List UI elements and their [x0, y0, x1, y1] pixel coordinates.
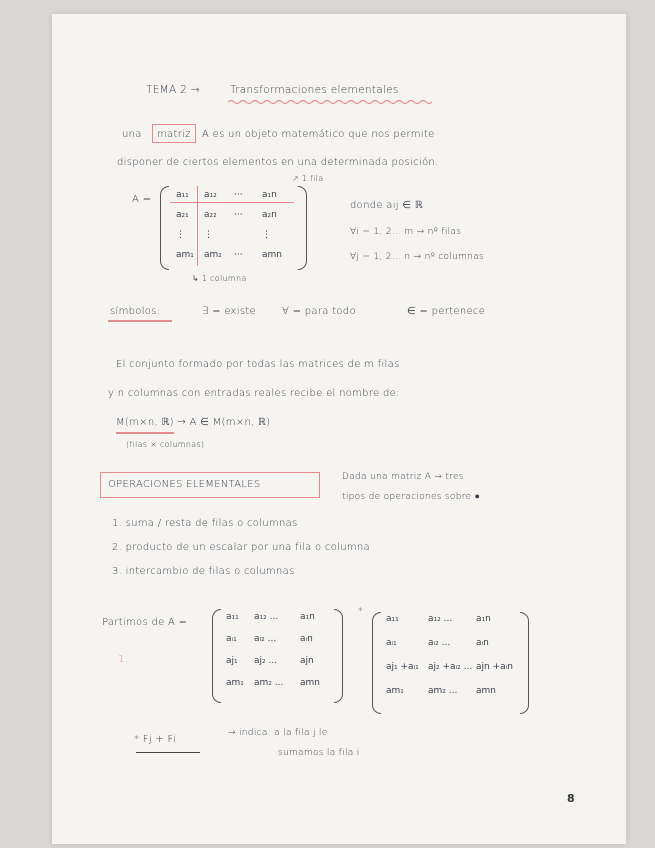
right-matrix-right-bracket [520, 612, 529, 714]
footnote-op: * Fj + Fi [134, 734, 176, 745]
page-number: 8 [567, 792, 575, 805]
matrix-cell: a₁n [262, 190, 277, 200]
condition-j: ∀j = 1, 2... n → nº columnas [350, 252, 485, 262]
condition-aij: donde aij ∈ ℝ [350, 200, 424, 211]
matrix-cell: amn [476, 686, 496, 696]
symbol-belongs: ∈ = pertenece [407, 306, 486, 317]
operation-item-3: 3. intercambio de filas o columnas [112, 566, 295, 577]
matrix-cell: am₁ [226, 678, 244, 688]
matrix-cell: a₁₂ ... [428, 614, 453, 624]
set-line1: El conjunto formado por todas las matrices de m filas [116, 359, 400, 370]
symbols-underline [108, 320, 172, 322]
left-matrix [224, 612, 334, 698]
matrix-cell: aj₂ +aᵢ₂ ... [428, 662, 473, 672]
column-highlight [197, 186, 198, 266]
matrix-cell: ··· [234, 190, 243, 200]
matrix-cell: aᵢ₁ [386, 638, 397, 648]
matrix-cell: amn [262, 250, 282, 260]
right-matrix-left-bracket [372, 612, 381, 714]
symbol-forall: ∀ = para todo [282, 306, 356, 317]
matrix-cell: a₁n [300, 612, 315, 622]
matrix-cell: am₁ [176, 250, 194, 260]
example-star: * [358, 606, 364, 617]
condition-i: ∀i = 1, 2... m → nº filas [350, 227, 462, 237]
tema-label: TEMA 2 → [146, 84, 200, 96]
left-matrix-right-bracket [334, 609, 343, 703]
matrix-cell: aᵢ₁ [226, 634, 237, 644]
row-highlight [170, 202, 294, 203]
operations-heading: OPERACIONES ELEMENTALES [108, 479, 261, 490]
matrix-cell: a₁n [476, 614, 491, 624]
matrix-cell: a₁₂ [204, 190, 217, 200]
matrix-cell: am₂ ... [254, 678, 284, 688]
matrix-cell: aᵢ₂ ... [254, 634, 277, 644]
matrix-cell: ajn [300, 656, 314, 666]
matrix-cell: ajn +aᵢn [476, 662, 513, 672]
matrix-cell: a₂n [262, 210, 277, 220]
intro-line1-rest: A es un objeto matemático que nos permite [202, 129, 435, 140]
tema-title: Transformaciones elementales [230, 84, 399, 96]
set-formula-underline [116, 432, 174, 434]
operation-item-1: 1. suma / resta de filas o columnas [112, 518, 298, 529]
operations-desc1: Dada una matriz A → tres [342, 472, 464, 482]
matrix-cell: aj₁ [226, 656, 238, 666]
matrix-cell: am₂ [204, 250, 222, 260]
footnote-explain1: → indica: a la fila j le [228, 728, 328, 738]
matrix-cell: ⋮ [262, 230, 271, 240]
operations-desc2: tipos de operaciones sobre ● [342, 492, 481, 502]
matrix-cell: a₁₂ ... [254, 612, 279, 622]
matrix-cell: a₂₂ [204, 210, 217, 220]
symbol-exists: ∃ = existe [202, 306, 257, 317]
matrix-cell: ⋮ [176, 230, 185, 240]
matrix-cell: amn [300, 678, 320, 688]
columna-note: ↳ 1 columna [192, 274, 247, 283]
matrix-cell: a₁₁ [386, 614, 399, 624]
intro-matriz: matriz [157, 129, 191, 140]
matrix-cell: a₂₁ [176, 210, 189, 220]
matrix-cell: am₁ [386, 686, 404, 696]
matrix-cell: aj₂ ... [254, 656, 278, 666]
matrix-cell: ⋮ [204, 230, 213, 240]
intro-una: una [122, 129, 142, 140]
title-wavy-underline [228, 99, 434, 105]
symbols-label: símbolos: [110, 306, 161, 317]
matrix-a-left-bracket [160, 186, 169, 270]
example-marker: 1. [118, 654, 129, 665]
matrix-cell: ··· [234, 210, 243, 220]
matrix-cell: aᵢn [476, 638, 489, 648]
matrix-cell: am₂ ... [428, 686, 458, 696]
matrix-cell: aᵢn [300, 634, 313, 644]
matrix-cell: a₁₁ [176, 190, 189, 200]
operation-item-2: 2. producto de un escalar por una fila o columna [112, 542, 370, 553]
set-note: (filas × columnas) [126, 440, 205, 449]
notebook-page [52, 14, 626, 844]
matrix-a-label: A = [132, 194, 152, 205]
intro-line2: disponer de ciertos elementos en una determinada posición. [117, 157, 439, 168]
example-label: Partimos de A = [102, 617, 188, 628]
footnote-arrow [136, 752, 200, 753]
left-matrix-left-bracket [212, 609, 221, 703]
set-formula: M(m×n, ℝ) → A ∈ M(m×n, ℝ) [116, 417, 271, 428]
matrix-cell: ··· [234, 250, 243, 260]
fila-note: ↗ 1 fila [292, 174, 324, 183]
right-matrix [384, 614, 520, 710]
set-line2: y n columnas con entradas reales recibe el nombre de: [108, 388, 400, 399]
matrix-cell: aᵢ₂ ... [428, 638, 451, 648]
matrix-cell: aj₁ +aᵢ₁ [386, 662, 419, 672]
footnote-explain2: sumamos la fila i [278, 748, 360, 758]
matrix-cell: a₁₁ [226, 612, 239, 622]
matrix-a-right-bracket [298, 186, 307, 270]
